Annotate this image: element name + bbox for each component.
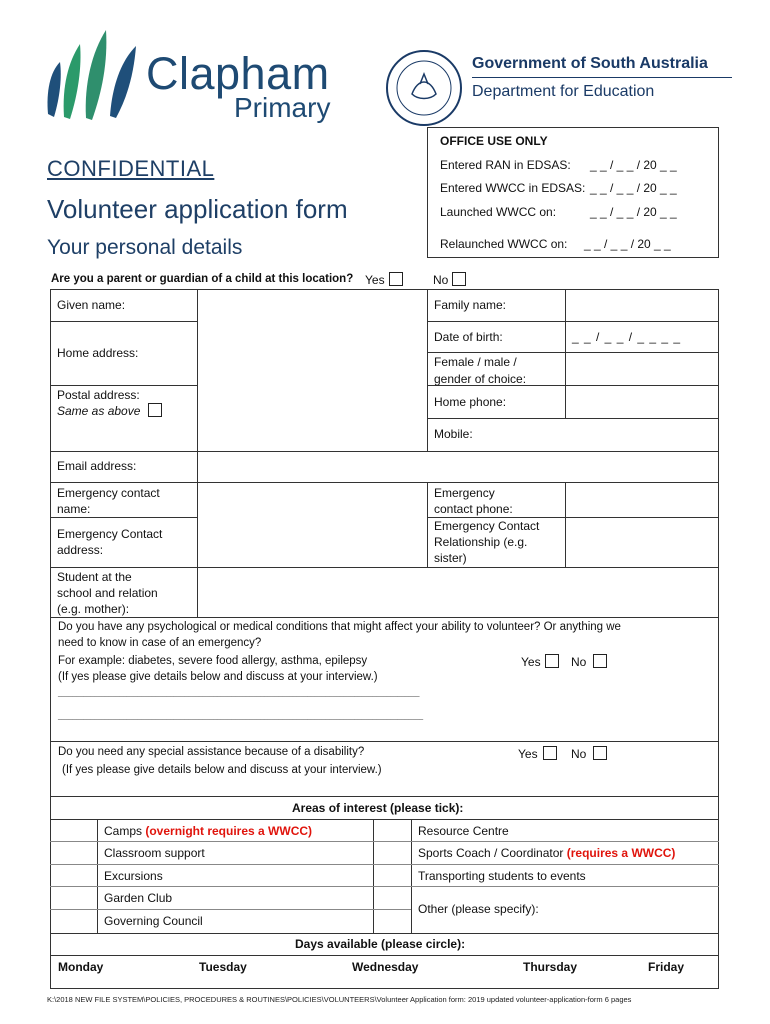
- postal-address-field[interactable]: [198, 386, 426, 451]
- section-title: Your personal details: [47, 236, 243, 259]
- row-line: [50, 796, 719, 797]
- mobile-label: Mobile:: [434, 427, 473, 441]
- parent-question: Are you a parent or guardian of a child at this location?: [51, 273, 354, 285]
- student-relation-line2: school and relation: [57, 586, 158, 600]
- interest-transporting: Transporting students to events: [418, 869, 586, 883]
- interest-tick-cell[interactable]: [51, 910, 96, 933]
- gender-label-line1: Female / male /: [434, 355, 517, 369]
- emergency-name-line1: Emergency contact: [57, 486, 160, 500]
- day-monday[interactable]: Monday: [58, 960, 104, 974]
- mobile-field[interactable]: [566, 419, 718, 451]
- row-line: [50, 385, 197, 386]
- interest-excursions: Excursions: [104, 869, 163, 883]
- interest-tick-cell[interactable]: [51, 842, 96, 864]
- interest-tick-cell[interactable]: [374, 820, 410, 841]
- student-relation-line3: (e.g. mother):: [57, 602, 130, 616]
- interests-title: Areas of interest (please tick):: [292, 801, 464, 815]
- day-thursday[interactable]: Thursday: [523, 960, 578, 974]
- days-title: Days available (please circle):: [295, 937, 466, 951]
- given-name-field[interactable]: [198, 290, 426, 321]
- col-line: [411, 819, 412, 933]
- home-phone-label: Home phone:: [434, 395, 507, 409]
- interest-tick-cell[interactable]: [51, 887, 96, 909]
- postal-address-label: Postal address:: [57, 388, 140, 402]
- emergency-phone-field[interactable]: [566, 483, 718, 517]
- emergency-phone-line2: contact phone:: [434, 502, 513, 516]
- office-use-title: OFFICE USE ONLY: [440, 134, 548, 148]
- row-line: [50, 617, 719, 618]
- interest-camps: [104, 824, 312, 838]
- office-use-box: [427, 127, 719, 258]
- home-address-field[interactable]: [198, 322, 426, 385]
- office-row-label: Launched WWCC on:: [440, 205, 557, 219]
- medical-no-label: No: [571, 655, 587, 669]
- emergency-relationship-line3: sister): [434, 551, 467, 565]
- medical-yes-label: Yes: [521, 655, 541, 669]
- dob-field[interactable]: _ _ / _ _ / _ _ _ _: [572, 330, 682, 344]
- school-name-line1: Clapham: [146, 48, 330, 99]
- interest-camps-label: Camps: [104, 824, 146, 838]
- gov-name: Government of South Australia: [472, 55, 708, 72]
- day-friday[interactable]: Friday: [648, 960, 685, 974]
- medical-note: (If yes please give details below and discuss at your interview.): [58, 671, 378, 683]
- medical-example: For example: diabetes, severe food allergy, asthma, epilepsy: [58, 655, 368, 667]
- emergency-phone-line1: Emergency: [434, 486, 495, 500]
- medical-question-line1: Do you have any psychological or medical conditions that might affect your ability to volunteer? Or anything we: [58, 621, 621, 633]
- disability-question: Do you need any special assistance because of a disability?: [58, 746, 365, 758]
- interest-sports-coach: [418, 846, 675, 860]
- row-line: [50, 955, 719, 956]
- gov-divider: [472, 77, 732, 78]
- interest-resource-centre: Resource Centre: [418, 824, 509, 838]
- home-phone-field[interactable]: [566, 386, 718, 418]
- disability-yes-label: Yes: [518, 747, 538, 761]
- emergency-relationship-field[interactable]: [566, 518, 718, 567]
- state-seal: [384, 48, 464, 128]
- dob-label: Date of birth:: [434, 330, 503, 344]
- medical-details-line[interactable]: ____________________________________________________________________________________________________: [58, 690, 420, 697]
- emergency-phone-label: [434, 485, 513, 517]
- same-as-above-label: Same as above: [57, 404, 141, 418]
- row-line: [50, 933, 719, 934]
- parent-yes-label: Yes: [365, 273, 385, 287]
- seal-icon: [384, 48, 464, 128]
- office-row-label: Entered RAN in EDSAS:: [440, 158, 571, 172]
- interest-tick-cell[interactable]: [374, 865, 410, 886]
- disability-yes-checkbox[interactable]: [543, 746, 557, 760]
- emergency-relationship-label: [434, 518, 539, 566]
- col-line: [97, 819, 98, 933]
- row-line: [50, 321, 197, 322]
- emergency-address-line1: Emergency Contact: [57, 527, 163, 541]
- office-row-value[interactable]: _ _ / _ _ / 20 _ _: [590, 205, 677, 219]
- same-as-above-checkbox[interactable]: [148, 403, 162, 417]
- day-wednesday[interactable]: Wednesday: [352, 960, 419, 974]
- emergency-address-label: [57, 526, 162, 558]
- emergency-relationship-line2: Relationship (e.g.: [434, 535, 528, 549]
- interest-classroom: Classroom support: [104, 846, 205, 860]
- disability-no-checkbox[interactable]: [593, 746, 607, 760]
- emergency-name-label: [57, 485, 160, 517]
- medical-yes-checkbox[interactable]: [545, 654, 559, 668]
- interest-tick-cell[interactable]: [374, 842, 410, 864]
- emergency-name-field[interactable]: [198, 483, 426, 517]
- interest-governing-council: Governing Council: [104, 914, 203, 928]
- home-address-label: Home address:: [57, 346, 139, 360]
- row-line: [427, 352, 719, 353]
- office-row-value[interactable]: _ _ / _ _ / 20 _ _: [590, 158, 677, 172]
- leaf-logo-icon: [44, 22, 154, 122]
- office-row-label: Relaunched WWCC on:: [440, 237, 568, 251]
- family-name-field[interactable]: [566, 290, 718, 321]
- medical-question-line2: need to know in case of an emergency?: [58, 637, 262, 649]
- student-relation-field[interactable]: [198, 568, 718, 617]
- interest-sports-label: Sports Coach / Coordinator: [418, 846, 567, 860]
- parent-yes-checkbox[interactable]: [389, 272, 403, 286]
- interest-sports-note: (requires a WWCC): [566, 846, 676, 860]
- parent-no-checkbox[interactable]: [452, 272, 466, 286]
- school-name-line2: Primary: [234, 92, 331, 123]
- office-row-label: Entered WWCC in EDSAS:: [440, 181, 586, 195]
- email-label: Email address:: [57, 459, 137, 473]
- interest-other[interactable]: Other (please specify):: [418, 902, 539, 916]
- medical-no-checkbox[interactable]: [593, 654, 607, 668]
- office-row-value[interactable]: _ _ / _ _ / 20 _ _: [590, 181, 677, 195]
- emergency-address-line2: address:: [57, 543, 104, 557]
- gender-label-line2: gender of choice:: [434, 372, 527, 386]
- row-line: [50, 909, 411, 910]
- interest-tick-cell[interactable]: [51, 865, 96, 886]
- student-relation-line1: Student at the: [57, 570, 132, 584]
- confidential-heading: CONFIDENTIAL: [47, 156, 215, 181]
- footer-path: K:\2018 NEW FILE SYSTEM\POLICIES, PROCEDURES & ROUTINES\POLICIES\VOLUNTEERS\Volunteer Application form: 2019 updated volunteer-application-form 6 pages: [47, 995, 632, 1004]
- row-line: [427, 321, 719, 322]
- student-relation-label: [57, 569, 158, 617]
- office-row-value[interactable]: _ _ / _ _ / 20 _ _: [584, 237, 671, 251]
- emergency-relationship-line1: Emergency Contact: [434, 519, 540, 533]
- given-name-label: Given name:: [57, 298, 126, 312]
- interest-tick-cell[interactable]: [374, 887, 410, 933]
- form-title: Volunteer application form: [47, 194, 348, 224]
- row-line: [50, 517, 197, 518]
- emergency-address-field[interactable]: [198, 518, 426, 567]
- col-line: [427, 289, 428, 451]
- row-line: [50, 741, 719, 742]
- email-field[interactable]: [198, 452, 718, 482]
- interest-camps-note: (overnight requires a WWCC): [145, 824, 313, 838]
- interest-garden-club: Garden Club: [104, 891, 173, 905]
- disability-note: (If yes please give details below and discuss at your interview.): [62, 764, 382, 776]
- medical-details-line[interactable]: _____________________________________________________________________________________________________: [58, 713, 424, 720]
- interest-tick-cell[interactable]: [51, 820, 96, 841]
- school-logo: [44, 22, 364, 132]
- emergency-name-line2: name:: [57, 502, 91, 516]
- gender-label: [434, 354, 526, 388]
- parent-no-label: No: [433, 273, 449, 287]
- day-tuesday[interactable]: Tuesday: [199, 960, 247, 974]
- gov-department: Department for Education: [472, 83, 655, 100]
- col-line: [427, 482, 428, 567]
- family-name-label: Family name:: [434, 298, 507, 312]
- disability-no-label: No: [571, 747, 587, 761]
